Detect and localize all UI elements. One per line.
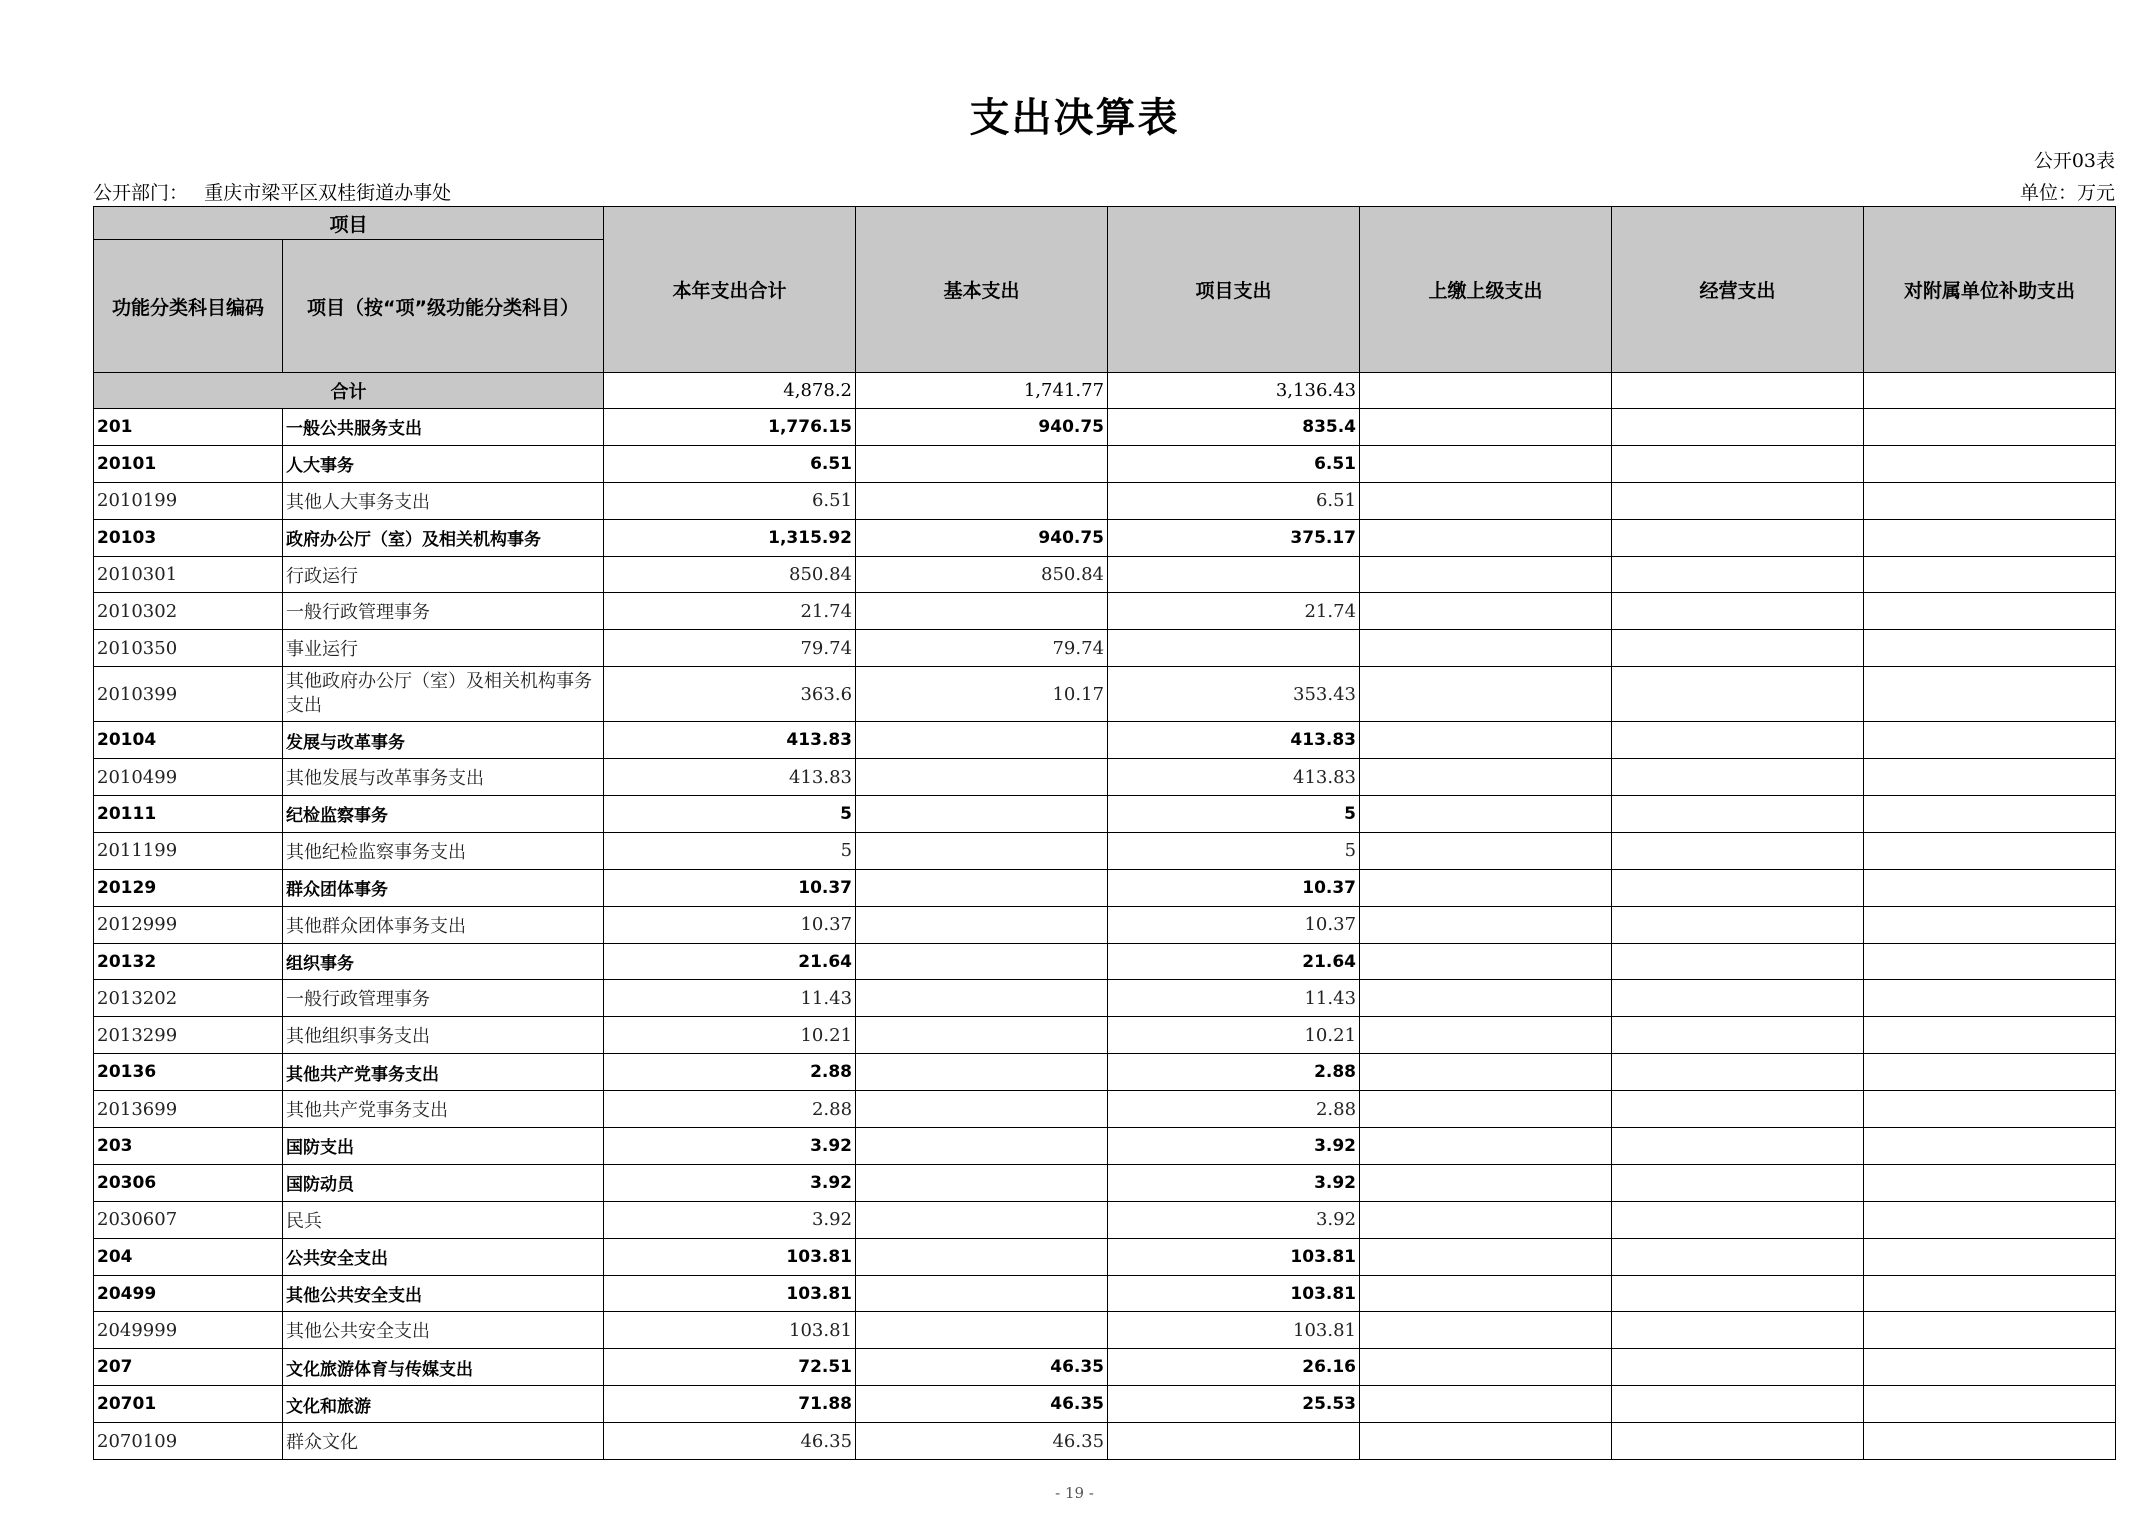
row-basic: 79.74 — [856, 630, 1108, 667]
department-label: 公开部门： — [93, 182, 189, 204]
table-row — [94, 556, 2116, 593]
row-name: 政府办公厅（室）及相关机构事务 — [283, 519, 604, 556]
row-project — [1108, 1423, 1360, 1460]
total-total: 4,878.2 — [604, 373, 856, 409]
row-project: 11.43 — [1108, 980, 1360, 1017]
row-business — [1612, 1017, 1864, 1054]
row-total: 71.88 — [604, 1386, 856, 1423]
row-basic: 46.35 — [856, 1349, 1108, 1386]
row-basic — [856, 722, 1108, 759]
row-total: 5 — [604, 796, 856, 833]
row-project: 413.83 — [1108, 759, 1360, 796]
row-upper — [1360, 1201, 1612, 1238]
row-upper — [1360, 1423, 1612, 1460]
row-subsidy — [1864, 667, 2116, 722]
table-row — [94, 1017, 2116, 1054]
row-business — [1612, 1164, 1864, 1201]
header-project: 项目 — [94, 207, 604, 240]
row-basic — [856, 1128, 1108, 1165]
page-title: 支出决算表 — [969, 95, 1180, 141]
row-total: 363.6 — [604, 667, 856, 722]
row-business — [1612, 1201, 1864, 1238]
header-basic: 基本支出 — [856, 207, 1108, 373]
row-subsidy — [1864, 980, 2116, 1017]
row-subsidy — [1864, 722, 2116, 759]
row-upper — [1360, 1091, 1612, 1128]
row-code: 2013699 — [94, 1091, 283, 1128]
row-business — [1612, 1238, 1864, 1275]
table-row — [94, 1386, 2116, 1423]
row-name: 其他政府办公厅（室）及相关机构事务支出 — [283, 667, 604, 722]
row-code: 207 — [94, 1349, 283, 1386]
row-upper — [1360, 482, 1612, 519]
row-basic — [856, 1017, 1108, 1054]
row-code: 20111 — [94, 796, 283, 833]
row-subsidy — [1864, 519, 2116, 556]
row-subsidy — [1864, 1312, 2116, 1349]
row-basic — [856, 1091, 1108, 1128]
header-upper: 上缴上级支出 — [1360, 207, 1612, 373]
row-code: 2011199 — [94, 832, 283, 869]
row-business — [1612, 796, 1864, 833]
row-total: 413.83 — [604, 722, 856, 759]
row-basic — [856, 906, 1108, 943]
table-row — [94, 1128, 2116, 1165]
row-total: 10.21 — [604, 1017, 856, 1054]
row-total: 413.83 — [604, 759, 856, 796]
row-code: 20103 — [94, 519, 283, 556]
row-subsidy — [1864, 869, 2116, 906]
row-business — [1612, 1312, 1864, 1349]
row-name: 其他组织事务支出 — [283, 1017, 604, 1054]
row-name: 群众团体事务 — [283, 869, 604, 906]
row-business — [1612, 1091, 1864, 1128]
row-total: 2.88 — [604, 1054, 856, 1091]
row-code: 203 — [94, 1128, 283, 1165]
row-subsidy — [1864, 1238, 2116, 1275]
table-row — [94, 943, 2116, 980]
row-basic: 850.84 — [856, 556, 1108, 593]
table-row — [94, 409, 2116, 446]
row-project: 6.51 — [1108, 445, 1360, 482]
row-basic — [856, 980, 1108, 1017]
row-project: 3.92 — [1108, 1164, 1360, 1201]
row-name: 公共安全支出 — [283, 1238, 604, 1275]
row-business — [1612, 832, 1864, 869]
row-subsidy — [1864, 1386, 2116, 1423]
row-business — [1612, 445, 1864, 482]
row-total: 103.81 — [604, 1238, 856, 1275]
table-row — [94, 722, 2116, 759]
table-row — [94, 1423, 2116, 1460]
row-upper — [1360, 759, 1612, 796]
row-upper — [1360, 1017, 1612, 1054]
table-row — [94, 906, 2116, 943]
row-upper — [1360, 1238, 1612, 1275]
row-total: 10.37 — [604, 906, 856, 943]
row-subsidy — [1864, 1201, 2116, 1238]
row-code: 20306 — [94, 1164, 283, 1201]
row-project — [1108, 556, 1360, 593]
row-project: 375.17 — [1108, 519, 1360, 556]
row-name: 其他共产党事务支出 — [283, 1054, 604, 1091]
row-business — [1612, 593, 1864, 630]
row-name: 组织事务 — [283, 943, 604, 980]
row-subsidy — [1864, 1017, 2116, 1054]
row-code: 2012999 — [94, 906, 283, 943]
row-code: 20132 — [94, 943, 283, 980]
row-name: 民兵 — [283, 1201, 604, 1238]
row-business — [1612, 1054, 1864, 1091]
row-business — [1612, 1423, 1864, 1460]
table-row — [94, 1164, 2116, 1201]
table-row — [94, 1091, 2116, 1128]
table-row — [94, 593, 2116, 630]
row-basic: 940.75 — [856, 409, 1108, 446]
row-business — [1612, 630, 1864, 667]
table-row — [94, 667, 2116, 722]
row-project: 6.51 — [1108, 482, 1360, 519]
row-code: 20129 — [94, 869, 283, 906]
row-business — [1612, 556, 1864, 593]
row-upper — [1360, 1054, 1612, 1091]
row-upper — [1360, 445, 1612, 482]
row-basic — [856, 482, 1108, 519]
row-name: 文化和旅游 — [283, 1386, 604, 1423]
row-upper — [1360, 796, 1612, 833]
row-upper — [1360, 1349, 1612, 1386]
row-project: 103.81 — [1108, 1312, 1360, 1349]
row-subsidy — [1864, 409, 2116, 446]
row-name: 一般公共服务支出 — [283, 409, 604, 446]
row-upper — [1360, 943, 1612, 980]
table-row — [94, 1275, 2116, 1312]
row-business — [1612, 943, 1864, 980]
table-row — [94, 869, 2116, 906]
row-basic — [856, 1201, 1108, 1238]
unit-label: 单位：万元 — [2019, 182, 2115, 204]
total-upper — [1360, 373, 1612, 409]
row-code: 2010302 — [94, 593, 283, 630]
row-name: 人大事务 — [283, 445, 604, 482]
row-name: 国防支出 — [283, 1128, 604, 1165]
department-line — [93, 178, 451, 205]
row-subsidy — [1864, 1349, 2116, 1386]
row-project: 26.16 — [1108, 1349, 1360, 1386]
row-project: 103.81 — [1108, 1275, 1360, 1312]
row-total: 79.74 — [604, 630, 856, 667]
row-project: 413.83 — [1108, 722, 1360, 759]
row-upper — [1360, 593, 1612, 630]
row-total: 850.84 — [604, 556, 856, 593]
row-basic: 10.17 — [856, 667, 1108, 722]
row-subsidy — [1864, 906, 2116, 943]
row-code: 2010399 — [94, 667, 283, 722]
row-project: 10.37 — [1108, 869, 1360, 906]
row-code: 20104 — [94, 722, 283, 759]
row-code: 2010499 — [94, 759, 283, 796]
row-name: 其他共产党事务支出 — [283, 1091, 604, 1128]
total-row — [94, 373, 2116, 409]
row-basic: 940.75 — [856, 519, 1108, 556]
row-business — [1612, 519, 1864, 556]
row-business — [1612, 906, 1864, 943]
row-upper — [1360, 1386, 1612, 1423]
row-upper — [1360, 980, 1612, 1017]
row-name: 其他纪检监察事务支出 — [283, 832, 604, 869]
row-basic — [856, 593, 1108, 630]
table-body — [94, 373, 2116, 1460]
row-name: 其他群众团体事务支出 — [283, 906, 604, 943]
row-code: 204 — [94, 1238, 283, 1275]
row-project: 2.88 — [1108, 1091, 1360, 1128]
row-code: 20701 — [94, 1386, 283, 1423]
row-subsidy — [1864, 593, 2116, 630]
total-label: 合计 — [94, 373, 604, 409]
row-business — [1612, 1386, 1864, 1423]
row-basic — [856, 796, 1108, 833]
table-row — [94, 980, 2116, 1017]
table-row — [94, 630, 2116, 667]
row-project: 21.64 — [1108, 943, 1360, 980]
row-subsidy — [1864, 796, 2116, 833]
row-total: 72.51 — [604, 1349, 856, 1386]
row-upper — [1360, 1128, 1612, 1165]
row-project — [1108, 630, 1360, 667]
row-code: 20499 — [94, 1275, 283, 1312]
table-row — [94, 519, 2116, 556]
row-project: 21.74 — [1108, 593, 1360, 630]
row-code: 20101 — [94, 445, 283, 482]
row-project: 5 — [1108, 832, 1360, 869]
form-number: 公开03表 — [2033, 150, 2115, 172]
header-subsidy: 对附属单位补助支出 — [1864, 207, 2116, 373]
row-basic — [856, 445, 1108, 482]
row-upper — [1360, 1312, 1612, 1349]
row-subsidy — [1864, 1054, 2116, 1091]
row-basic — [856, 759, 1108, 796]
row-basic — [856, 943, 1108, 980]
table-row — [94, 759, 2116, 796]
row-upper — [1360, 630, 1612, 667]
row-subsidy — [1864, 445, 2116, 482]
table-row — [94, 796, 2116, 833]
row-name: 文化旅游体育与传媒支出 — [283, 1349, 604, 1386]
row-total: 21.74 — [604, 593, 856, 630]
row-subsidy — [1864, 759, 2116, 796]
row-code: 2049999 — [94, 1312, 283, 1349]
row-name: 其他人大事务支出 — [283, 482, 604, 519]
row-upper — [1360, 722, 1612, 759]
row-subsidy — [1864, 482, 2116, 519]
row-subsidy — [1864, 1423, 2116, 1460]
row-project: 5 — [1108, 796, 1360, 833]
total-basic: 1,741.77 — [856, 373, 1108, 409]
row-name: 国防动员 — [283, 1164, 604, 1201]
row-subsidy — [1864, 1164, 2116, 1201]
table-row — [94, 1349, 2116, 1386]
table-row — [94, 1054, 2116, 1091]
row-business — [1612, 722, 1864, 759]
row-name: 一般行政管理事务 — [283, 593, 604, 630]
row-basic — [856, 869, 1108, 906]
expenditure-table — [93, 206, 2116, 1460]
row-basic: 46.35 — [856, 1423, 1108, 1460]
row-name: 其他发展与改革事务支出 — [283, 759, 604, 796]
row-project: 10.21 — [1108, 1017, 1360, 1054]
table-row — [94, 832, 2116, 869]
row-total: 103.81 — [604, 1312, 856, 1349]
department-name: 重庆市梁平区双桂街道办事处 — [204, 182, 452, 204]
row-business — [1612, 1128, 1864, 1165]
row-name: 其他公共安全支出 — [283, 1275, 604, 1312]
row-name: 事业运行 — [283, 630, 604, 667]
row-subsidy — [1864, 1275, 2116, 1312]
row-basic — [856, 1238, 1108, 1275]
row-total: 2.88 — [604, 1091, 856, 1128]
row-business — [1612, 409, 1864, 446]
row-name: 其他公共安全支出 — [283, 1312, 604, 1349]
row-upper — [1360, 1164, 1612, 1201]
table-row — [94, 482, 2116, 519]
row-name: 纪检监察事务 — [283, 796, 604, 833]
row-basic — [856, 1164, 1108, 1201]
row-business — [1612, 1349, 1864, 1386]
row-upper — [1360, 519, 1612, 556]
row-code: 2030607 — [94, 1201, 283, 1238]
row-total: 3.92 — [604, 1164, 856, 1201]
header-business: 经营支出 — [1612, 207, 1864, 373]
row-project: 835.4 — [1108, 409, 1360, 446]
row-upper — [1360, 832, 1612, 869]
row-basic — [856, 832, 1108, 869]
row-total: 5 — [604, 832, 856, 869]
row-project: 2.88 — [1108, 1054, 1360, 1091]
row-code: 2070109 — [94, 1423, 283, 1460]
row-project: 3.92 — [1108, 1201, 1360, 1238]
row-project: 353.43 — [1108, 667, 1360, 722]
row-basic — [856, 1054, 1108, 1091]
total-business — [1612, 373, 1864, 409]
row-subsidy — [1864, 1128, 2116, 1165]
table-row — [94, 445, 2116, 482]
row-code: 2013299 — [94, 1017, 283, 1054]
row-upper — [1360, 667, 1612, 722]
row-business — [1612, 869, 1864, 906]
table-row — [94, 1312, 2116, 1349]
row-upper — [1360, 409, 1612, 446]
row-name: 行政运行 — [283, 556, 604, 593]
row-total: 11.43 — [604, 980, 856, 1017]
total-subsidy — [1864, 373, 2116, 409]
row-upper — [1360, 1275, 1612, 1312]
row-project: 3.92 — [1108, 1128, 1360, 1165]
row-business — [1612, 482, 1864, 519]
row-total: 6.51 — [604, 482, 856, 519]
row-upper — [1360, 556, 1612, 593]
row-business — [1612, 759, 1864, 796]
row-total: 3.92 — [604, 1128, 856, 1165]
row-total: 6.51 — [604, 445, 856, 482]
row-basic — [856, 1275, 1108, 1312]
header-total: 本年支出合计 — [604, 207, 856, 373]
row-project: 103.81 — [1108, 1238, 1360, 1275]
row-subsidy — [1864, 630, 2116, 667]
row-total: 103.81 — [604, 1275, 856, 1312]
row-business — [1612, 667, 1864, 722]
row-code: 2013202 — [94, 980, 283, 1017]
row-name: 发展与改革事务 — [283, 722, 604, 759]
total-project: 3,136.43 — [1108, 373, 1360, 409]
row-name: 群众文化 — [283, 1423, 604, 1460]
row-total: 10.37 — [604, 869, 856, 906]
row-code: 2010199 — [94, 482, 283, 519]
row-code: 2010350 — [94, 630, 283, 667]
row-subsidy — [1864, 832, 2116, 869]
row-upper — [1360, 906, 1612, 943]
row-total: 21.64 — [604, 943, 856, 980]
row-subsidy — [1864, 943, 2116, 980]
row-code: 201 — [94, 409, 283, 446]
row-project: 25.53 — [1108, 1386, 1360, 1423]
row-subsidy — [1864, 1091, 2116, 1128]
row-code: 20136 — [94, 1054, 283, 1091]
row-business — [1612, 1275, 1864, 1312]
row-total: 1,315.92 — [604, 519, 856, 556]
page-number: - 19 - — [1055, 1484, 1094, 1502]
table-row — [94, 1201, 2116, 1238]
row-total: 1,776.15 — [604, 409, 856, 446]
header-code: 功能分类科目编码 — [94, 240, 283, 373]
row-project: 10.37 — [1108, 906, 1360, 943]
row-code: 2010301 — [94, 556, 283, 593]
row-subsidy — [1864, 556, 2116, 593]
row-name: 一般行政管理事务 — [283, 980, 604, 1017]
row-basic — [856, 1312, 1108, 1349]
row-total: 3.92 — [604, 1201, 856, 1238]
header-name: 项目（按“项”级功能分类科目） — [283, 240, 604, 373]
row-basic: 46.35 — [856, 1386, 1108, 1423]
row-total: 46.35 — [604, 1423, 856, 1460]
row-upper — [1360, 869, 1612, 906]
table-row — [94, 1238, 2116, 1275]
header-project-expenditure: 项目支出 — [1108, 207, 1360, 373]
row-business — [1612, 980, 1864, 1017]
